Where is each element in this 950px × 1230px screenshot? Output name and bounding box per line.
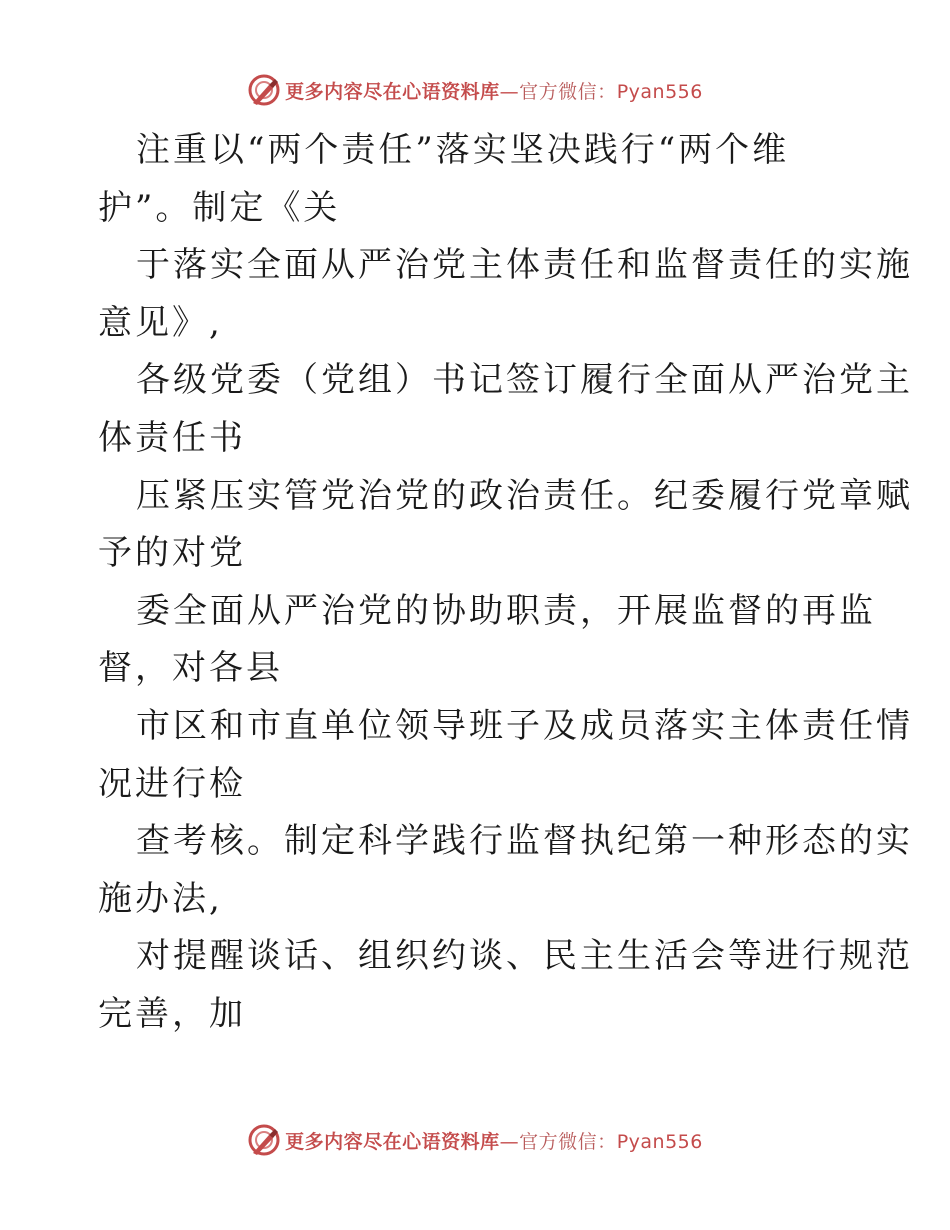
text-line: 况进行检 xyxy=(98,763,246,804)
banner-wechat-id: Pyan556 xyxy=(616,80,703,103)
text-line: 施办法, xyxy=(98,878,223,919)
pen-logo-icon xyxy=(247,73,281,107)
text-line: 压紧压实管党治党的政治责任。纪委履行党章赋 xyxy=(136,475,913,516)
text-line: 注重以“两个责任”落实坚决践行“两个维 xyxy=(136,130,790,170)
text-line: 对提醒谈话、组织约谈、民主生活会等进行规范 xyxy=(136,936,913,977)
header-banner xyxy=(0,70,950,110)
banner-main: 更多内容尽在心语资料库 xyxy=(285,1130,500,1153)
banner-wechat-id: Pyan556 xyxy=(616,1130,703,1153)
text-line: 各级党委（党组）书记签订履行全面从严治党主 xyxy=(136,360,913,401)
text-line: 市区和市直单位领导班子及成员落实主体责任情 xyxy=(136,705,913,746)
banner-main: 更多内容尽在心语资料库 xyxy=(285,80,500,103)
text-line: 完善，加 xyxy=(98,993,246,1034)
text-line: 于落实全面从严治党主体责任和监督责任的实施 xyxy=(136,245,913,286)
text-line: 督，对各县 xyxy=(98,648,283,689)
text-line: 意见》, xyxy=(98,302,223,343)
pen-logo-icon xyxy=(247,1123,281,1157)
banner-dash: — xyxy=(499,1130,520,1153)
banner-text xyxy=(285,77,703,104)
banner-sub: 官方微信： xyxy=(519,80,617,103)
text-line: 查考核。制定科学践行监督执纪第一种形态的实 xyxy=(136,821,913,862)
footer-banner xyxy=(0,1120,950,1160)
banner-dash: — xyxy=(499,80,520,103)
text-line: 体责任书 xyxy=(98,417,246,458)
text-line: 予的对党 xyxy=(98,533,246,574)
text-line: 护”。制定《关 xyxy=(98,187,341,228)
document-body xyxy=(98,122,913,1044)
banner-sub: 官方微信： xyxy=(519,1130,617,1153)
text-line: 委全面从严治党的协助职责，开展监督的再监 xyxy=(136,590,876,631)
banner-text xyxy=(285,1127,703,1154)
